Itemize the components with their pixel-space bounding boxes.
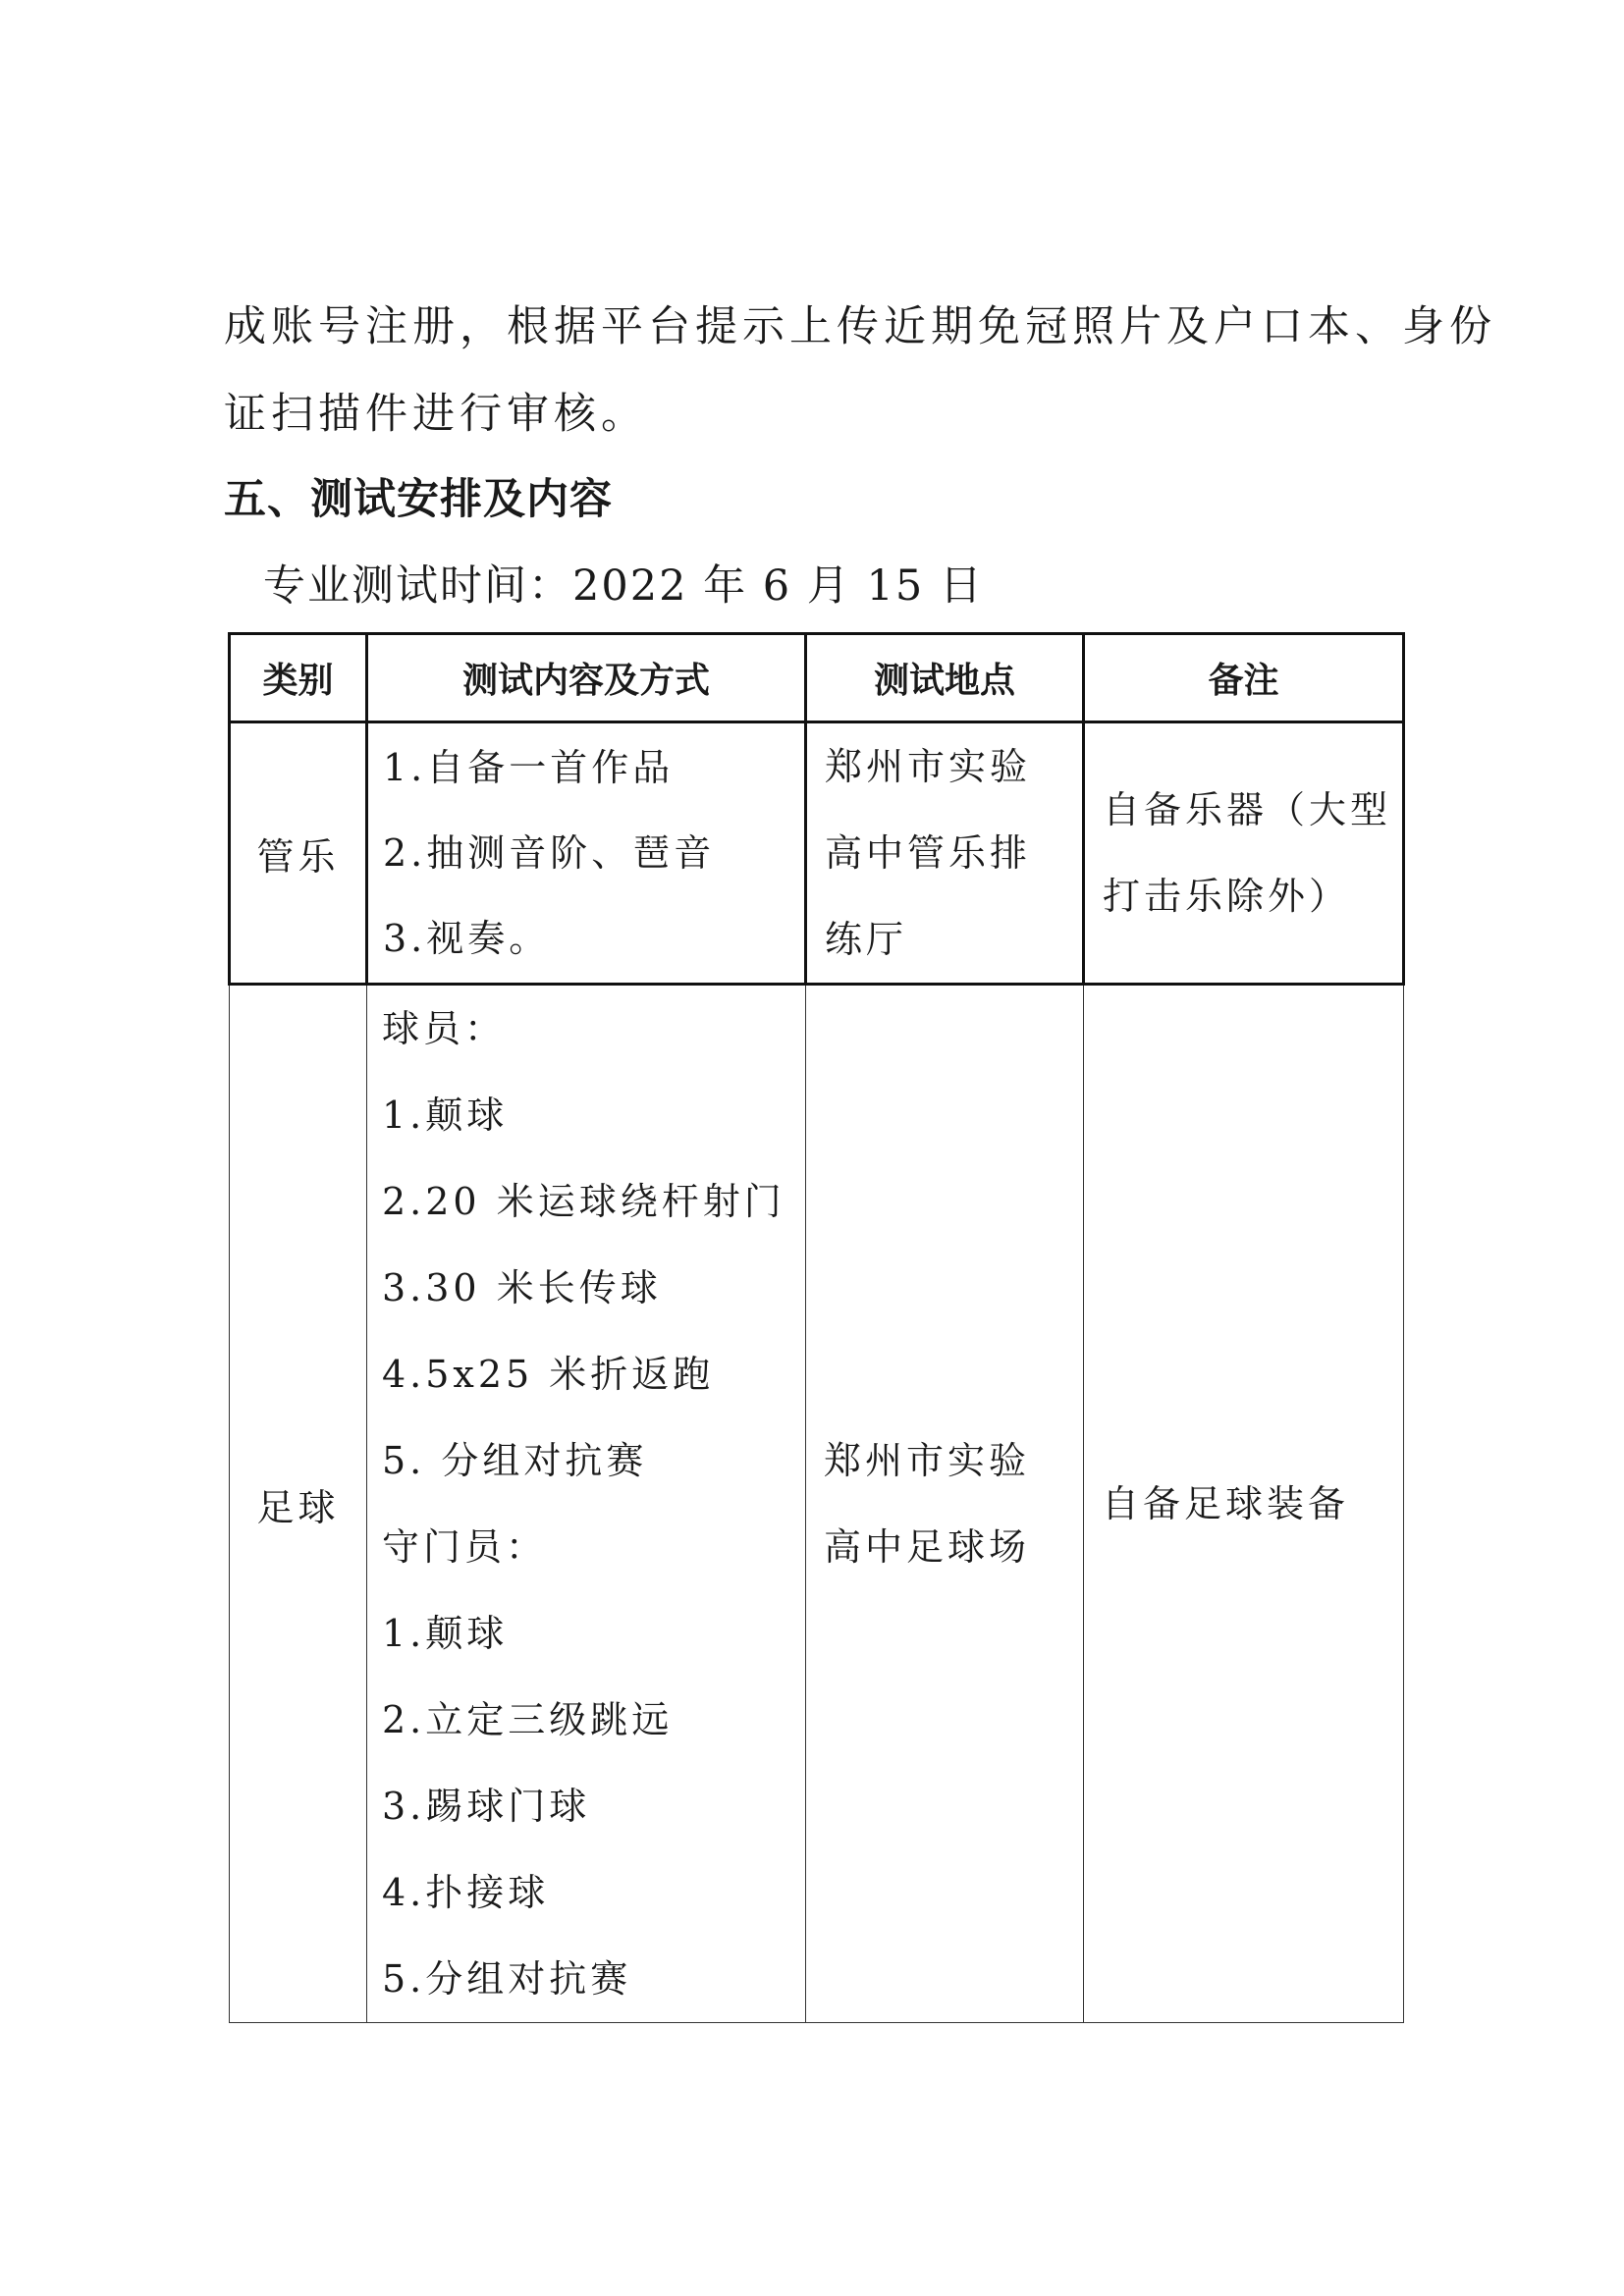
band-location-line: 高中管乐排 [825, 831, 1032, 875]
football-location-line: 高中足球场 [824, 1525, 1031, 1569]
football-location-line: 郑州市实验 [824, 1439, 1031, 1482]
band-item: 2.抽测音阶、琶音 [383, 830, 716, 875]
football-item: 守门员： [382, 1525, 548, 1569]
section-heading: 五、测试安排及内容 [224, 475, 613, 524]
football-item: 1.颠球 [382, 1612, 509, 1655]
band-category: 管乐 [230, 722, 367, 985]
band-note-line: 自备乐器（大型 [1103, 788, 1392, 831]
band-location-line: 练厅 [825, 918, 908, 961]
table-row-football [230, 985, 1404, 2023]
football-content [367, 985, 806, 2023]
header-note: 备注 [1084, 634, 1404, 722]
header-content: 测试内容及方式 [367, 634, 806, 722]
football-note-line: 自备足球装备 [1102, 1482, 1350, 1525]
band-location-line: 郑州市实验 [825, 745, 1032, 788]
intro-line-1: 成账号注册，根据平台提示上传近期免冠照片及户口本、身份 [224, 302, 1496, 351]
football-item: 5.分组对抗赛 [382, 1957, 632, 2001]
intro-line-2: 证扫描件进行审核。 [224, 390, 648, 439]
band-item: 3.视奏。 [383, 916, 551, 960]
football-item: 2.20 米运球绕杆射门 [382, 1180, 785, 1223]
football-item: 3.30 米长传球 [382, 1266, 662, 1309]
football-category: 足球 [230, 985, 367, 2023]
header-location: 测试地点 [806, 634, 1084, 722]
test-time: 专业测试时间：2022 年 6 月 15 日 [263, 561, 984, 611]
test-schedule-table [228, 632, 1405, 2023]
football-item: 球员： [382, 1007, 507, 1050]
header-category: 类别 [230, 634, 367, 722]
football-item: 2.立定三级跳远 [382, 1698, 674, 1741]
band-location [806, 722, 1084, 985]
football-item: 4.5x25 米折返跑 [382, 1353, 715, 1396]
football-item: 4.扑接球 [382, 1871, 550, 1914]
football-location [806, 985, 1084, 2023]
band-note-line: 打击乐除外） [1103, 875, 1351, 918]
table-header-row [230, 634, 1404, 722]
band-item: 1.自备一首作品 [383, 745, 675, 789]
table-row-band [230, 722, 1404, 985]
band-content [367, 722, 806, 985]
football-note [1084, 985, 1404, 2023]
football-item: 3.踢球门球 [382, 1785, 591, 1828]
band-note [1084, 722, 1404, 985]
football-item: 5. 分组对抗赛 [382, 1439, 648, 1482]
football-item: 1.颠球 [382, 1094, 509, 1137]
